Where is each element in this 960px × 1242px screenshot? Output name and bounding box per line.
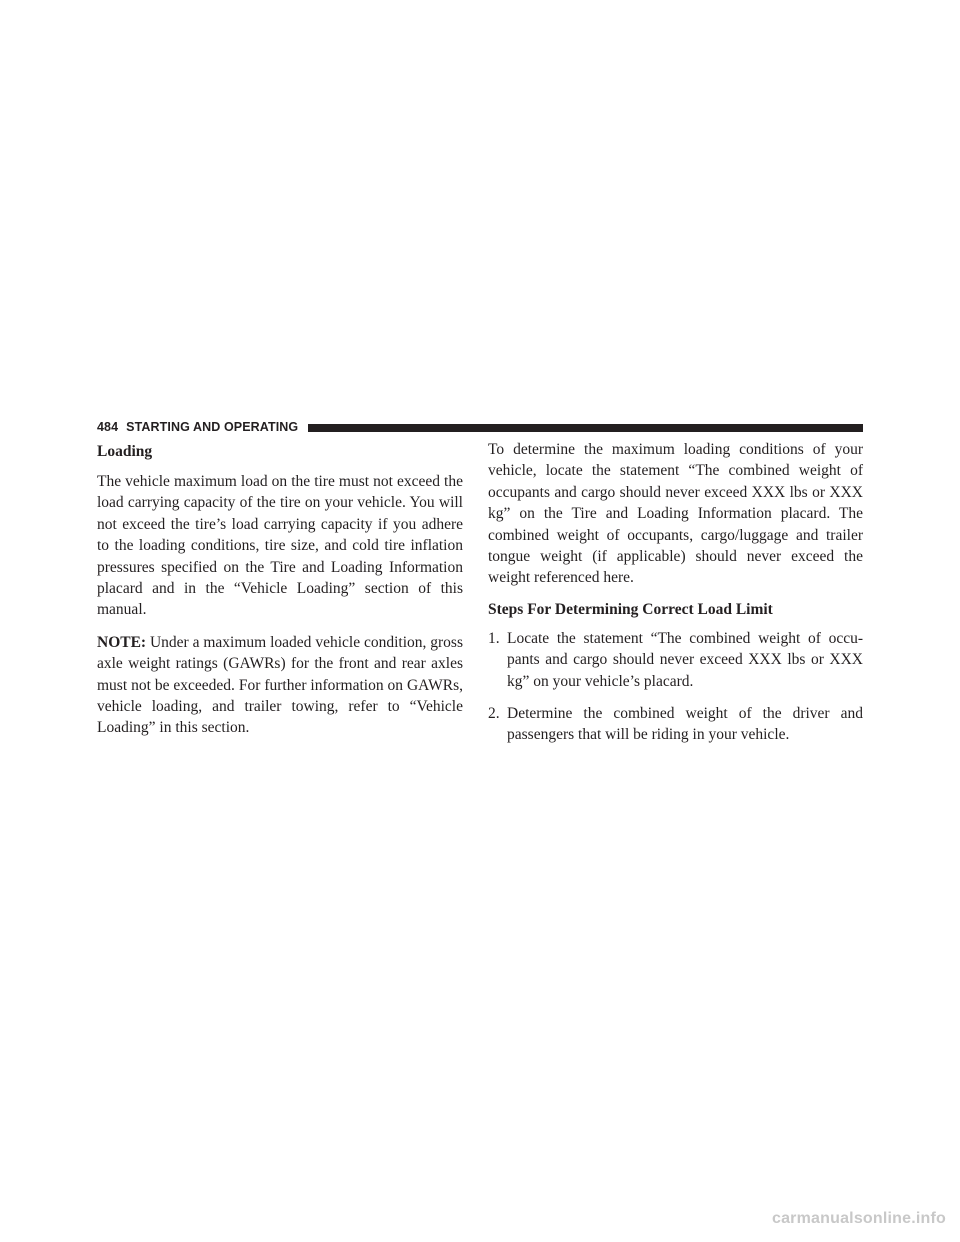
page-number: 484 <box>97 420 119 434</box>
list-item <box>488 703 863 746</box>
note-paragraph <box>97 632 463 739</box>
steps-heading: Steps For Determining Correct Load Limit <box>488 600 773 618</box>
list-item <box>488 628 863 692</box>
max-loading-paragraph: To determine the maximum loading conditions of your vehicle, locate the statement “The combined weight of occupants and cargo should never exceed XXX lbs or XXX kg” on the Tire and Loading Information placard. The combined weight of occupants, cargo/luggage and trailer tongue weight (if applicable) should never exceed the weight referenced here. <box>488 441 863 587</box>
section-title: STARTING AND OPERATING <box>126 420 299 434</box>
note-label: NOTE: <box>97 633 147 651</box>
loading-heading: Loading <box>97 443 153 460</box>
watermark-link[interactable]: carmanualsonline.info <box>771 1210 946 1227</box>
step-number: 1. <box>488 629 500 647</box>
loading-paragraph: The vehicle maximum load on the tire must not exceed the load carrying capacity of the tire on your vehicle. You will not exceed the tire’s load carrying capacity if you adhere to the loading conditions, tire size, and cold tire inflation pressures specified on the Tire and Loading Information placard and in the “Vehicle Loading” section of this manual. <box>97 473 463 619</box>
right-column <box>488 439 863 757</box>
step-number: 2. <box>488 705 500 723</box>
page-header <box>97 419 863 435</box>
note-text: Under a maximum loaded vehicle condition, gross axle weight ratings (GAWRs) for the front and rear axles must not be exceeded. For further information on GAWRs, vehicle loading, and trailer towing, refer to “Vehicle Loading” in this section. <box>97 633 463 737</box>
step-text: Determine the combined weight of the driver and passengers that will be riding in your vehicle. <box>507 705 863 744</box>
header-rule <box>308 424 863 432</box>
step-text: Locate the statement “The combined weight of occu-pants and cargo should never exceed XXX lbs or XXX kg” on your vehicle’s placard. <box>507 629 863 690</box>
steps-list <box>488 628 863 746</box>
left-column <box>97 439 463 750</box>
